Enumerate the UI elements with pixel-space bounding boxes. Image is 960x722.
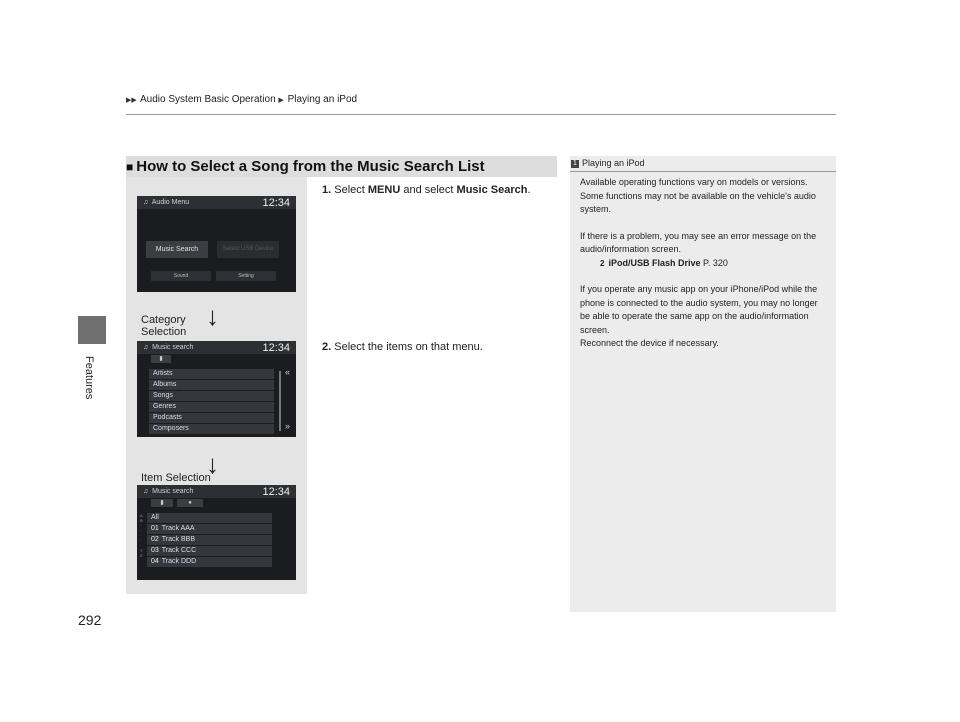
section-title: How to Select a Song from the Music Search List — [136, 158, 485, 175]
category-item[interactable]: Genres — [149, 402, 274, 412]
chapter-tab — [78, 316, 106, 344]
down-arrow-icon: ↓ — [206, 449, 219, 479]
screen-clock: 12:34 — [262, 197, 290, 209]
music-note-icon: ♫ — [143, 488, 149, 495]
step-1: 1. Select MENU and select Music Search. — [322, 184, 531, 196]
sound-button[interactable]: Sound — [151, 271, 211, 281]
page-number: 292 — [78, 612, 102, 628]
track-item[interactable]: 03 Track CCC — [147, 546, 272, 556]
category-screen — [137, 341, 296, 437]
down-arrow-icon: ↓ — [206, 301, 219, 331]
screen-title: ♫ Audio Menu — [143, 199, 190, 206]
chevron-up-icon[interactable]: « — [285, 367, 291, 377]
breadcrumb — [126, 94, 357, 105]
select-usb-device-button[interactable]: Select USB Device — [217, 241, 279, 258]
track-item[interactable]: 04 Track DDD — [147, 557, 272, 567]
album-tab-icon[interactable]: ● — [177, 499, 203, 507]
music-note-icon: ♫ — [143, 344, 149, 351]
category-selection-callout: Category Selection — [141, 314, 187, 338]
note-body — [580, 176, 830, 364]
track-all-item[interactable]: All — [147, 513, 272, 523]
step-2: 2. Select the items on that menu. — [322, 341, 483, 353]
music-note-icon: ♫ — [143, 199, 149, 206]
track-item[interactable]: 01 Track AAA — [147, 524, 272, 534]
scrollbar[interactable] — [279, 371, 281, 431]
ipod-tab-icon[interactable]: ▮ — [151, 499, 173, 507]
setting-button[interactable]: Setting — [216, 271, 276, 281]
breadcrumb-arrow-icon: ▶ — [278, 97, 284, 104]
square-bullet-icon: ■ — [126, 160, 134, 174]
track-screen — [137, 485, 296, 580]
category-item[interactable]: Artists — [149, 369, 274, 379]
item-selection-callout: Item Selection — [141, 472, 211, 484]
category-item[interactable]: Podcasts — [149, 413, 274, 423]
track-item[interactable]: 02 Track BBB — [147, 535, 272, 545]
note-paragraph: Reconnect the device if necessary. — [580, 338, 719, 348]
ipod-tab-icon[interactable]: ▮ — [151, 355, 171, 363]
note-paragraph: If there is a problem, you may see an error message on the audio/information screen. — [580, 230, 817, 254]
header-divider — [126, 114, 836, 115]
breadcrumb-arrow-icon: ▶▶ — [126, 97, 137, 104]
cross-reference[interactable]: 2 iPod/USB Flash Drive P. 320 — [600, 257, 728, 268]
screen-clock: 12:34 — [262, 342, 290, 354]
note-heading: 1 Playing an iPod — [570, 156, 836, 172]
alphabet-index[interactable]: A B · · · · · Y Z — [140, 513, 143, 558]
chevron-down-icon[interactable]: » — [285, 421, 291, 431]
note-paragraph: Available operating functions vary on models or versions. Some functions may not be available on the vehicle's audio system. — [580, 177, 816, 214]
note-paragraph: If you operate any music app on your iPhone/iPod while the phone is connected to the audio system, you may no longer be able to operate the same app on the audio/information screen. — [580, 284, 818, 335]
chapter-label: Features — [83, 356, 95, 400]
section-heading — [126, 156, 557, 177]
reference-icon: 1 — [571, 160, 579, 168]
audio-menu-screen — [137, 196, 296, 292]
category-item[interactable]: Songs — [149, 391, 274, 401]
screen-clock: 12:34 — [262, 486, 290, 498]
category-item[interactable]: Albums — [149, 380, 274, 390]
note-box — [570, 156, 836, 612]
cross-reference-icon: 2 — [600, 258, 605, 268]
music-search-button[interactable]: Music Search — [146, 241, 208, 258]
screen-title: ♫ Music search — [143, 344, 194, 351]
breadcrumb-parent[interactable]: Audio System Basic Operation — [140, 94, 276, 105]
breadcrumb-current: Playing an iPod — [287, 94, 358, 105]
screen-title: ♫ Music search — [143, 488, 194, 495]
category-item[interactable]: Composers — [149, 424, 274, 434]
